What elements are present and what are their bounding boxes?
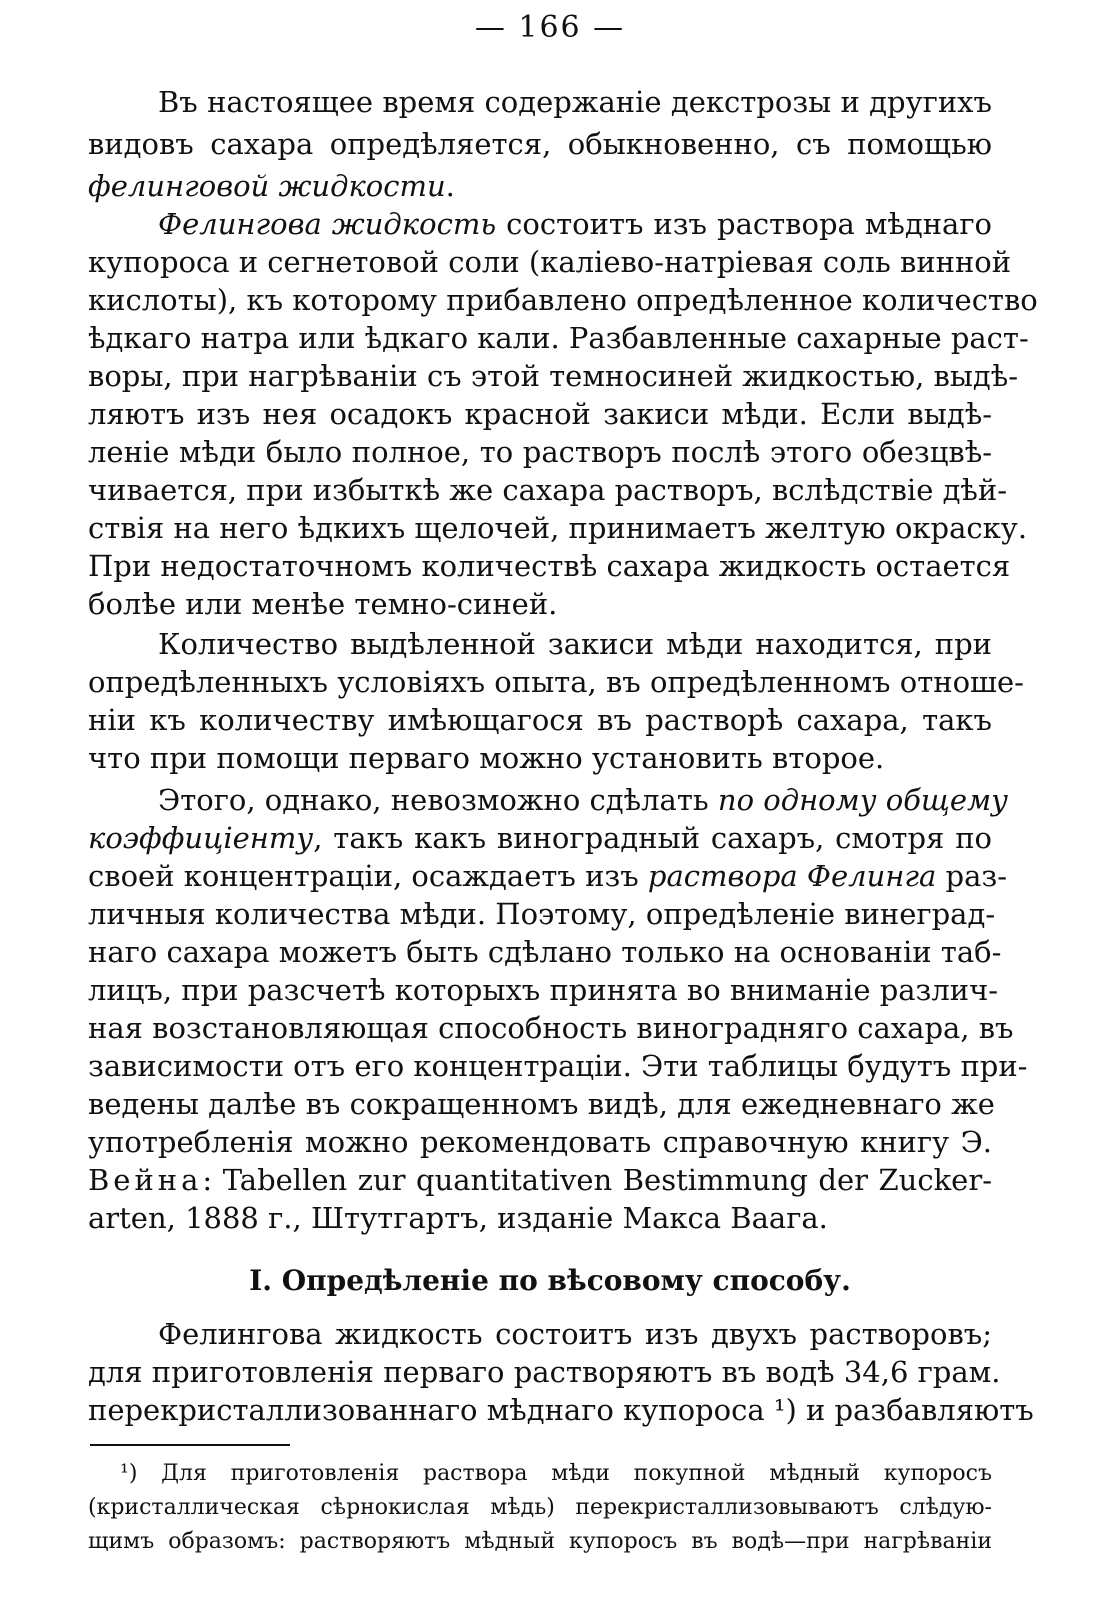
- text-line: наго сахара можетъ быть сдѣлано только на основаніи таб-: [88, 935, 1002, 969]
- text-line: что при помощи перваго можно установить второе.: [88, 741, 885, 775]
- text-line: [158, 782, 1008, 818]
- text-fragment: : Tabellen zur quantitativen Bestimmung der Zucker-: [202, 1163, 992, 1197]
- text-line: лицъ, при разсчетѣ которыхъ принята во вниманіе различ-: [88, 973, 999, 1007]
- italic-term: по одному общему: [717, 783, 1008, 817]
- text-line: воры, при нагрѣваніи съ этой темносиней жидкостью, выдѣ-: [88, 359, 1019, 393]
- text-line: для приготовленія перваго растворяютъ въ водѣ 34,6 грам.: [88, 1355, 1001, 1389]
- text-line: При недостаточномъ количествѣ сахара жидкость остается: [88, 549, 1011, 583]
- text-line: Количество выдѣленной закиси мѣди находится, при: [158, 627, 992, 661]
- text-line: ведены далѣе въ сокращенномъ видѣ, для ежедневнаго же: [88, 1087, 995, 1121]
- text-line: видовъ сахара опредѣляется, обыкновенно, съ помощью: [88, 127, 992, 161]
- text-line: Фелингова жидкость состоитъ изъ двухъ растворовъ;: [158, 1317, 992, 1351]
- text-line: перекристаллизованнаго мѣднаго купороса ¹) и разбавляютъ: [88, 1393, 1034, 1427]
- text-line: [88, 1162, 992, 1198]
- page-number: — 166 —: [474, 10, 626, 45]
- author-name: Вейна: [88, 1163, 203, 1197]
- text-line: [158, 206, 992, 242]
- text-line: [88, 168, 992, 204]
- text-line: опредѣленныхъ условіяхъ опыта, въ опредѣленномъ отноше-: [88, 665, 1024, 699]
- italic-term: коэффиціенту: [88, 821, 314, 855]
- text-fragment: .: [445, 169, 455, 203]
- text-line: arten, 1888 г., Штутгартъ, изданіе Макса Ваага.: [88, 1201, 828, 1235]
- text-line: ѣдкаго натра или ѣдкаго кали. Разбавленные сахарные раст-: [88, 321, 1029, 355]
- text-fragment: Этого, однако, невозможно сдѣлать: [158, 783, 718, 817]
- text-line: [88, 858, 1008, 894]
- italic-term: раствора Фелинга: [647, 859, 937, 893]
- text-line: ствія на него ѣдкихъ щелочей, принимаетъ желтую окраску.: [88, 511, 1028, 545]
- footnote-line: щимъ образомъ: растворяютъ мѣдный купоросъ въ водѣ—при нагрѣваніи: [88, 1529, 992, 1554]
- text-line: [88, 820, 992, 856]
- text-line: болѣе или менѣе темно-синей.: [88, 587, 558, 621]
- footnote-line: ¹) Для приготовленія раствора мѣди покупной мѣдный купоросъ: [120, 1461, 992, 1486]
- text-line: ная возстановляющая способность виноградняго сахара, въ: [88, 1011, 1014, 1045]
- text-line: леніе мѣди было полное, то растворъ послѣ этого обезцвѣ-: [88, 435, 992, 469]
- text-line: купороса и сегнетовой соли (каліево-натріевая соль винной: [88, 245, 1012, 279]
- text-fragment: , такъ какъ виноградный сахаръ, смотря по: [313, 821, 992, 855]
- text-line: Въ настоящее время содержаніе декстрозы и другихъ: [158, 85, 992, 119]
- text-fragment: раз-: [936, 859, 1008, 893]
- footnote-divider: [90, 1444, 290, 1446]
- footnote-line: (кристаллическая сѣрнокислая мѣдь) перекристаллизовываютъ слѣдую-: [88, 1495, 992, 1520]
- section-heading: I. Опредѣленіе по вѣсовому способу.: [249, 1264, 851, 1297]
- text-line: зависимости отъ его концентраціи. Эти таблицы будутъ при-: [88, 1049, 1028, 1083]
- text-line: употребленія можно рекомендовать справочную книгу Э.: [88, 1125, 992, 1159]
- text-line: кислоты), къ которому прибавлено опредѣленное количество: [88, 283, 1038, 317]
- text-fragment: своей концентраціи, осаждаетъ изъ: [88, 859, 648, 893]
- text-line: личныя количества мѣди. Поэтому, опредѣленіе винеград-: [88, 897, 996, 931]
- italic-term: Фелингова жидкость: [158, 207, 497, 241]
- italic-term: фелинговой жидкости: [88, 169, 446, 203]
- text-line: ніи къ количеству имѣющагося въ растворѣ сахара, такъ: [88, 703, 992, 737]
- text-line: чивается, при избыткѣ же сахара растворъ, вслѣдствіе дѣй-: [88, 473, 1008, 507]
- text-fragment: состоитъ изъ раствора мѣднаго: [496, 207, 992, 241]
- text-line: ляютъ изъ нея осадокъ красной закиси мѣди. Если выдѣ-: [88, 397, 992, 431]
